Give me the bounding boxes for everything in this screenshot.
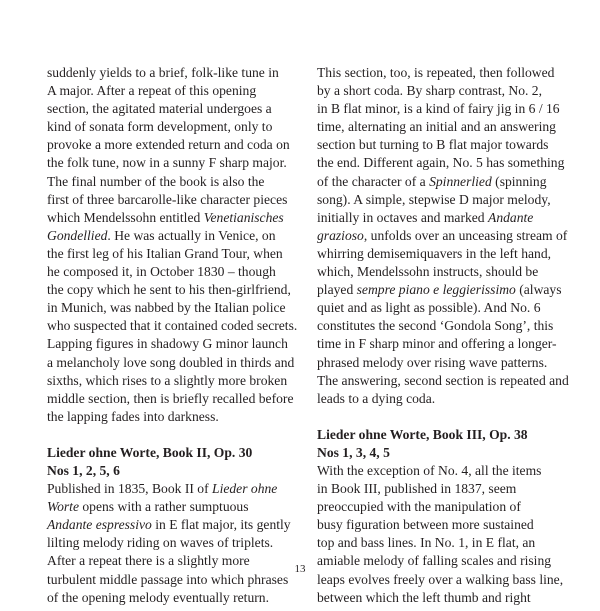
text-line: which, Mendelssohn instructs, should be [317,264,539,280]
text-line: leaps evolves freely over a walking bass line, [317,571,564,587]
text-line: in B flat minor, is a kind of fairy jig in 6 / 16 [317,101,560,117]
text-line: provoke a more extended return and coda on [47,137,290,153]
heading-line: Lieder ohne Worte, Book II, Op. 30 [47,444,253,460]
text-line: The answering, second section is repeated and [317,372,569,388]
text-line: preoccupied with the manipulation of [317,499,521,515]
text-line: amiable melody of falling scales and rising [317,553,552,569]
text-line [317,227,567,245]
text-line: busy figuration between more sustained [317,517,534,533]
text-line: constitutes the second ‘Gondola Song’, this [317,318,554,334]
text-line: in Book III, published in 1837, seem [317,481,517,497]
section-heading-book-2 [47,444,297,480]
text-line [47,227,297,245]
text-line: first of three barcarolle-like character pieces [47,191,288,207]
right-column [317,64,567,607]
heading-line: Nos 1, 2, 5, 6 [47,462,120,478]
text-run: (spinning [491,173,547,189]
text-line: section, the agitated material undergoes a [47,101,272,117]
italic-term: Spinnerlied [429,173,492,189]
text-line: he composed it, in October 1830 – though [47,264,276,280]
right-paragraph-2 [317,462,567,607]
text-line: by a short coda. By sharp contrast, No. 2, [317,83,543,99]
text-line: A major. After a repeat of this opening [47,83,257,99]
text-line: song). A simple, stepwise D major melody, [317,191,551,207]
paragraph-gap [317,408,567,426]
left-paragraph-2 [47,480,297,607]
right-paragraph-1 [317,64,567,408]
text-line: This section, too, is repeated, then followed [317,65,555,80]
italic-term: Andante [488,209,534,225]
text-line: With the exception of No. 4, all the items [317,462,542,478]
text-line: the first leg of his Italian Grand Tour, when [47,245,283,261]
text-run: (always [515,282,562,298]
text-run: in E flat major, its gently [151,517,291,533]
text-run: , unfolds over an unceasing stream of [363,227,568,243]
text-line [317,173,567,191]
italic-title: Worte [47,499,79,515]
text-line: After a repeat there is a slightly more [47,553,250,569]
section-heading-book-3 [317,426,567,462]
text-line: section but turning to B flat major towards [317,137,549,153]
text-line: top and bass lines. In No. 1, in E flat, an [317,535,536,551]
text-run: initially in octaves and marked [317,209,489,225]
text-line: quiet and as light as possible). And No. 6 [317,300,541,316]
text-line: suddenly yields to a brief, folk-like tune in [47,65,279,80]
italic-title: Venetianisches [203,209,284,225]
text-line: between which the left thumb and right [317,589,531,605]
text-line: the end. Different again, No. 5 has something [317,155,565,171]
text-line: sixths, which rises to a slightly more broken [47,372,288,388]
text-line [47,516,297,534]
text-line: the folk tune, now in a sunny F sharp major. [47,155,287,171]
text-line: time in F sharp minor and offering a longer- [317,336,557,352]
text-line: The final number of the book is also the [47,173,265,189]
left-paragraph-1 [47,64,297,426]
text-run: opens with a rather sumptuous [78,499,249,515]
text-line: the lapping fades into darkness. [47,408,219,424]
text-line: leads to a dying coda. [317,390,436,406]
heading-line: Nos 1, 3, 4, 5 [317,444,390,460]
text-line: kind of sonata form development, only to [47,119,273,135]
text-line [317,281,567,299]
text-line: time, alternating an initial and an answering [317,119,556,135]
heading-line: Lieder ohne Worte, Book III, Op. 38 [317,426,528,442]
text-line: a melancholy love song doubled in thirds and [47,354,295,370]
text-run: . He was actually in Venice, on [107,227,276,243]
text-run: played [317,282,357,298]
text-run: Published in 1835, Book II of [47,481,213,497]
text-line: of the opening melody eventually return. [47,589,269,605]
text-line: turbulent middle passage into which phrases [47,571,289,587]
text-line: the copy which he sent to his then-girlfriend, [47,282,291,298]
italic-term: Andante espressivo [47,517,152,533]
text-line [317,209,567,227]
italic-term: sempre piano e leggierissimo [356,282,516,298]
text-line [47,480,297,498]
text-line: in Munich, was nabbed by the Italian police [47,300,286,316]
text-run: of the character of a [317,173,430,189]
text-line [47,209,297,227]
paragraph-gap [47,426,297,444]
italic-term: grazioso [317,227,364,243]
page-number: 13 [294,563,306,575]
italic-title: Gondellied [47,227,108,243]
text-line: lilting melody riding on waves of triplets. [47,535,274,551]
left-column [47,64,297,607]
text-line: Lapping figures in shadowy G minor launch [47,336,288,352]
text-line: whirring demisemiquavers in the left hand, [317,245,552,261]
text-run: which Mendelssohn entitled [47,209,204,225]
text-line: who suspected that it contained coded secrets. [47,318,298,334]
text-line: middle section, then is briefly recalled before [47,390,294,406]
italic-title: Lieder ohne [212,481,278,497]
text-line: phrased melody over rising wave patterns. [317,354,548,370]
text-line [47,498,297,516]
